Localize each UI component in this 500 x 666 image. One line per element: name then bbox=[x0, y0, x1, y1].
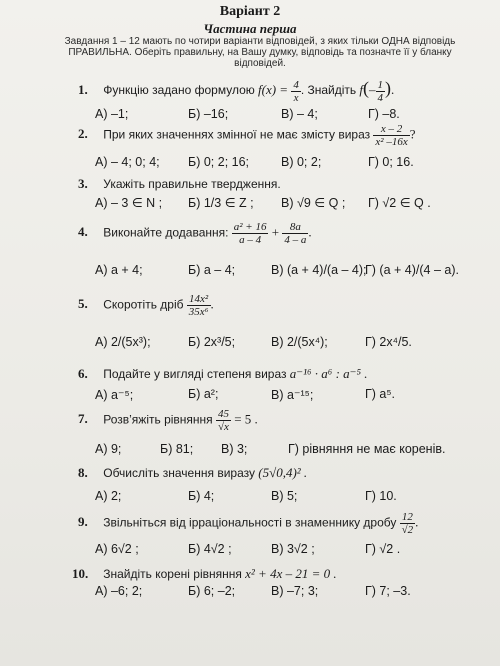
option-c[interactable]: В) (a + 4)/(a – 4); bbox=[271, 263, 367, 277]
option-a[interactable]: А) –1; bbox=[95, 107, 129, 121]
part-title: Частина перша bbox=[203, 21, 297, 36]
fraction bbox=[216, 408, 231, 433]
question-tail: ? bbox=[409, 126, 416, 142]
option-c[interactable]: В) 0; 2; bbox=[281, 155, 322, 169]
fraction bbox=[232, 221, 269, 246]
question-7 bbox=[78, 408, 258, 433]
option-b[interactable]: Б) 2x³/5; bbox=[188, 335, 236, 349]
question-text-tail: . Знайдіть bbox=[300, 83, 357, 97]
option-c[interactable]: В) 3; bbox=[221, 442, 248, 456]
option-a[interactable]: А) 2/(5x³); bbox=[95, 335, 151, 349]
option-b[interactable]: Б) a – 4; bbox=[188, 263, 236, 277]
question-8 bbox=[78, 465, 307, 481]
question-2 bbox=[78, 123, 415, 148]
denominator: x bbox=[293, 91, 299, 104]
question-number: 2. bbox=[78, 126, 88, 142]
option-a[interactable]: А) –6; 2; bbox=[95, 584, 143, 598]
question-number: 1. bbox=[78, 82, 88, 97]
denominator: a – 4 bbox=[239, 234, 262, 246]
question-text: Скоротіть дріб bbox=[103, 297, 184, 312]
numerator: 8a bbox=[282, 221, 308, 234]
option-b[interactable]: Б) 4; bbox=[188, 489, 215, 503]
option-b[interactable]: Б) a²; bbox=[188, 387, 219, 401]
option-b[interactable]: Б) 4√2 ; bbox=[188, 542, 232, 556]
numerator: 14x² bbox=[187, 293, 211, 306]
question-text: Розв’яжіть рівняння bbox=[103, 412, 213, 427]
question-1: 1. Функцію задано формулою f(x) = $\frac{4}{x}$ . Знайдіть f(– $\frac{1}{4}$ ). bbox=[78, 78, 395, 104]
denominator: 35x⁶ bbox=[188, 306, 209, 318]
question-text: Знайдіть корені рівняння bbox=[103, 567, 242, 581]
option-b[interactable]: Б) 1/3 ∈ Z ; bbox=[188, 196, 254, 210]
option-a[interactable]: А) 2; bbox=[95, 489, 122, 503]
option-b[interactable]: Б) 81; bbox=[160, 442, 194, 456]
question-text: При яких значеннях змінної не має змісту вираз bbox=[103, 127, 371, 142]
fraction bbox=[282, 221, 308, 246]
option-a[interactable]: А) a + 4; bbox=[95, 263, 143, 277]
option-a[interactable]: А) 9; bbox=[95, 442, 122, 456]
formula-find: f bbox=[359, 82, 364, 97]
question-6 bbox=[78, 366, 368, 382]
option-c[interactable]: В) 3√2 ; bbox=[271, 542, 315, 556]
option-d[interactable]: Г) (a + 4)/(4 – a). bbox=[365, 263, 459, 277]
question-text: Обчисліть значення виразу bbox=[103, 466, 255, 480]
equation-tail: = 5 . bbox=[234, 411, 258, 427]
question-text: Виконайте додавання: bbox=[103, 225, 229, 240]
question-number: 7. bbox=[78, 411, 88, 427]
option-d[interactable]: Г) –8. bbox=[368, 107, 400, 121]
question-5: 5. Скоротіть дріб $\frac{\text{14x²}}{\text{35x⁶}}$ . bbox=[78, 293, 214, 318]
option-d[interactable]: Г) 7; –3. bbox=[365, 584, 411, 598]
option-c[interactable]: В) 5; bbox=[271, 489, 298, 503]
question-number: 8. bbox=[78, 465, 88, 480]
question-4: 4. Виконайте додавання: $\frac{\text{a² + 16}}{a - 4}$ + $\frac{8a}{4 - a}$ . bbox=[78, 221, 312, 246]
denominator: √2 bbox=[401, 524, 414, 536]
instructions: Завдання 1 – 12 мають по чотири варіанти відповідей, з яких тільки ОДНА відповідь ПРАВИЛЬНА. Оберіть правильну, на Вашу думку, відповідь та позначте її у бланку відповідей. bbox=[64, 36, 456, 69]
fraction bbox=[291, 79, 301, 104]
fraction bbox=[376, 79, 386, 104]
option-c[interactable]: В) a⁻¹⁵; bbox=[271, 388, 314, 402]
option-d[interactable]: Г) 0; 16. bbox=[368, 155, 414, 169]
denominator: √x bbox=[217, 421, 229, 433]
option-d[interactable]: Г) √2 . bbox=[365, 542, 401, 556]
variant-title: Варіант 2 bbox=[219, 4, 281, 19]
option-a[interactable]: А) – 3 ∈ N ; bbox=[95, 196, 163, 210]
fraction bbox=[187, 293, 211, 318]
option-c[interactable]: В) √9 ∈ Q ; bbox=[281, 196, 346, 210]
option-d[interactable]: Г) √2 ∈ Q . bbox=[368, 196, 431, 210]
question-text: Укажіть правильне твердження. bbox=[103, 177, 281, 191]
denominator: x² –16x bbox=[375, 136, 408, 148]
denominator: 4 bbox=[377, 91, 384, 104]
question-text: Подайте у вигляді степеня вираз bbox=[103, 367, 287, 381]
option-c[interactable]: В) 2/(5x⁴); bbox=[271, 335, 328, 349]
numerator: 1 bbox=[377, 78, 384, 91]
denominator: 4 – a bbox=[284, 234, 307, 246]
option-d[interactable]: Г) 2x⁴/5. bbox=[365, 335, 412, 349]
numerator: 45 bbox=[217, 408, 229, 420]
question-number: 4. bbox=[78, 224, 88, 240]
fraction bbox=[400, 511, 416, 536]
option-a[interactable]: А) a⁻⁵; bbox=[95, 388, 134, 402]
option-c[interactable]: В) – 4; bbox=[281, 107, 318, 121]
expression: x² + 4x – 21 = 0 . bbox=[245, 566, 337, 581]
option-b[interactable]: Б) 0; 2; 16; bbox=[188, 155, 250, 169]
formula-lhs: f(x) = bbox=[258, 82, 289, 97]
option-b[interactable]: Б) –16; bbox=[188, 107, 229, 121]
question-10 bbox=[72, 566, 337, 582]
question-9: 9. Звільніться від ірраціональності в знаменнику дробу $\frac{12}{√2}$ . bbox=[78, 511, 419, 536]
option-c[interactable]: В) –7; 3; bbox=[271, 584, 319, 598]
question-number: 6. bbox=[78, 366, 88, 381]
numerator: a² + 16 bbox=[233, 221, 267, 233]
question-3 bbox=[78, 176, 281, 192]
question-text: Функцію задано формулою bbox=[103, 83, 255, 97]
question-number: 9. bbox=[78, 514, 88, 530]
plus-sign: + bbox=[271, 224, 280, 240]
numerator: 12 bbox=[400, 511, 416, 524]
option-d[interactable]: Г) 10. bbox=[365, 489, 397, 503]
question-number: 10. bbox=[72, 566, 89, 581]
option-d[interactable]: Г) рівняння не має коренів. bbox=[288, 442, 446, 456]
fraction bbox=[373, 123, 409, 148]
expression: a⁻¹⁶ · a⁶ : a⁻⁵ . bbox=[289, 366, 368, 381]
option-a[interactable]: А) 6√2 ; bbox=[95, 542, 139, 556]
numerator: 4 bbox=[293, 78, 299, 91]
expression: (5√0,4)² . bbox=[258, 465, 308, 480]
option-d[interactable]: Г) a⁵. bbox=[365, 387, 396, 401]
question-number: 3. bbox=[78, 176, 88, 191]
question-number: 5. bbox=[78, 296, 88, 312]
option-a[interactable]: А) – 4; 0; 4; bbox=[95, 155, 160, 169]
question-text: Звільніться від ірраціональності в знаменнику дробу bbox=[103, 515, 397, 530]
numerator: x – 2 bbox=[373, 123, 409, 136]
option-b[interactable]: Б) 6; –2; bbox=[188, 584, 236, 598]
